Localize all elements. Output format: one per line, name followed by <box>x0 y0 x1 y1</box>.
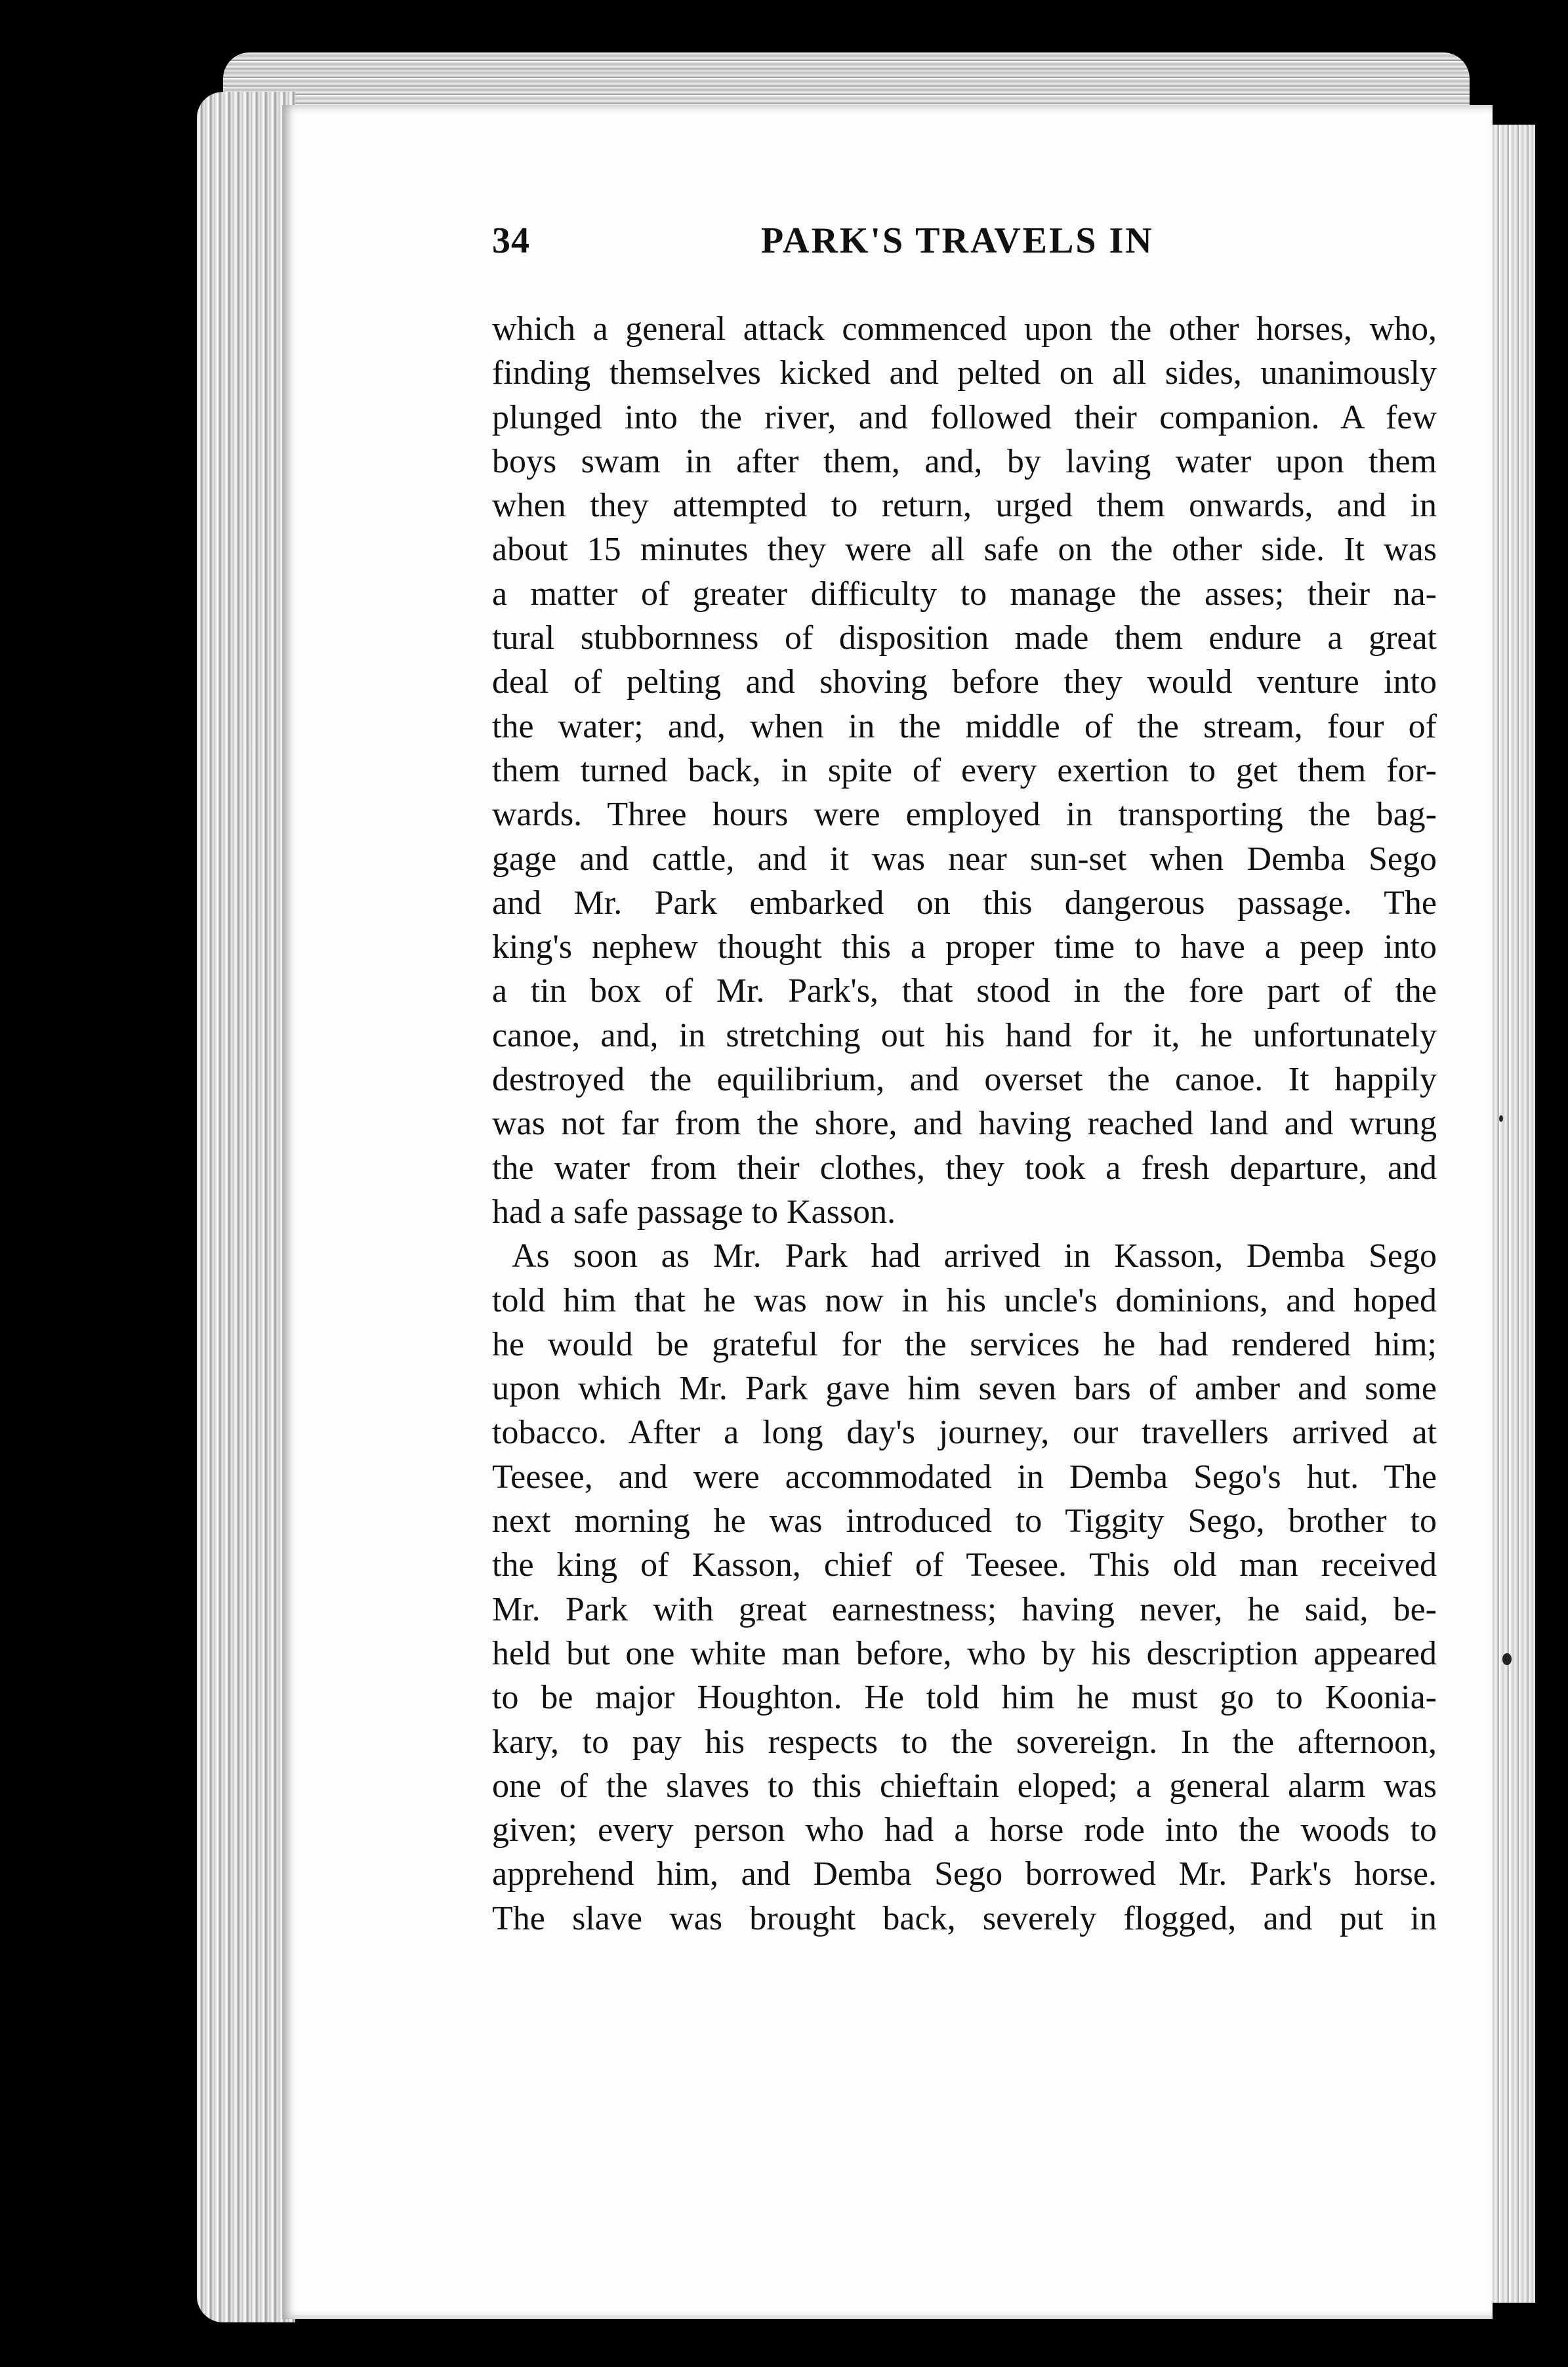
text-line: was not far from the shore, and having reached land and wrung <box>492 1105 1437 1143</box>
text-line: gage and cattle, and it was near sun-set when Demba Sego <box>492 840 1437 878</box>
page-number: 34 <box>492 220 530 261</box>
text-line: finding themselves kicked and pelted on all sides, unanimously <box>492 354 1437 392</box>
text-line: wards. Three hours were employed in transporting the bag- <box>492 796 1437 834</box>
text-line: the water; and, when in the middle of the stream, four of <box>492 707 1437 745</box>
running-title: PARK'S TRAVELS IN <box>761 220 1154 261</box>
text-line: Teesee, and were accommodated in Demba Sego's hut. The <box>492 1458 1437 1496</box>
text-line: boys swam in after them, and, by laving water upon them <box>492 442 1437 480</box>
text-line: which a general attack commenced upon the other horses, who, <box>492 310 1437 348</box>
text-line: about 15 minutes they were all safe on the other side. It was <box>492 531 1437 569</box>
text-line: the water from their clothes, they took a fresh departure, and <box>492 1149 1437 1187</box>
body-text <box>492 307 1437 1941</box>
text-line: Mr. Park with great earnestness; having never, he said, be- <box>492 1590 1437 1628</box>
text-line: The slave was brought back, severely flogged, and put in <box>492 1899 1437 1937</box>
text-line: tural stubbornness of disposition made them endure a great <box>492 619 1437 657</box>
page-stack-right-edge <box>1489 125 1535 2303</box>
text-line: the king of Kasson, chief of Teesee. This old man received <box>492 1546 1437 1584</box>
paragraph-end-line: had a safe passage to Kasson. <box>492 1193 896 1231</box>
text-line: plunged into the river, and followed their companion. A few <box>492 398 1437 436</box>
text-line: told him that he was now in his uncle's dominions, and hoped <box>492 1281 1437 1319</box>
text-line: deal of pelting and shoving before they would venture into <box>492 663 1437 701</box>
scan-speck <box>1502 1653 1512 1665</box>
text-line: when they attempted to return, urged them onwards, and in <box>492 487 1437 525</box>
text-line: given; every person who had a horse rode into the woods to <box>492 1811 1437 1849</box>
text-line: tobacco. After a long day's journey, our travellers arrived at <box>492 1414 1437 1452</box>
running-head <box>492 220 1450 279</box>
text-line: kary, to pay his respects to the sovereign. In the afternoon, <box>492 1723 1437 1761</box>
text-line: held but one white man before, who by his description appeared <box>492 1634 1437 1672</box>
scan-speck <box>1499 1115 1503 1122</box>
text-line: destroyed the equilibrium, and overset the canoe. It happily <box>492 1061 1437 1099</box>
text-line: upon which Mr. Park gave him seven bars of amber and some <box>492 1370 1437 1408</box>
text-line: apprehend him, and Demba Sego borrowed Mr. Park's horse. <box>492 1855 1437 1893</box>
text-line: king's nephew thought this a proper time to have a peep into <box>492 928 1437 966</box>
text-line: and Mr. Park embarked on this dangerous passage. The <box>492 884 1437 922</box>
text-line: next morning he was introduced to Tiggity Sego, brother to <box>492 1502 1437 1540</box>
page-stack-left-edge <box>197 92 295 2322</box>
text-line: one of the slaves to this chieftain eloped; a general alarm was <box>492 1767 1437 1805</box>
page-stack-top-edge <box>223 52 1470 112</box>
paragraph-start-line: As soon as Mr. Park had arrived in Kasson, Demba Sego <box>512 1237 1437 1275</box>
text-line: a tin box of Mr. Park's, that stood in the fore part of the <box>492 972 1437 1010</box>
text-line: a matter of greater difficulty to manage the asses; their na- <box>492 575 1437 613</box>
text-line: to be major Houghton. He told him he must go to Koonia- <box>492 1679 1437 1717</box>
text-line: them turned back, in spite of every exertion to get them for- <box>492 751 1437 789</box>
text-line: he would be grateful for the services he had rendered him; <box>492 1325 1437 1363</box>
text-line: canoe, and, in stretching out his hand for it, he unfortunately <box>492 1016 1437 1054</box>
